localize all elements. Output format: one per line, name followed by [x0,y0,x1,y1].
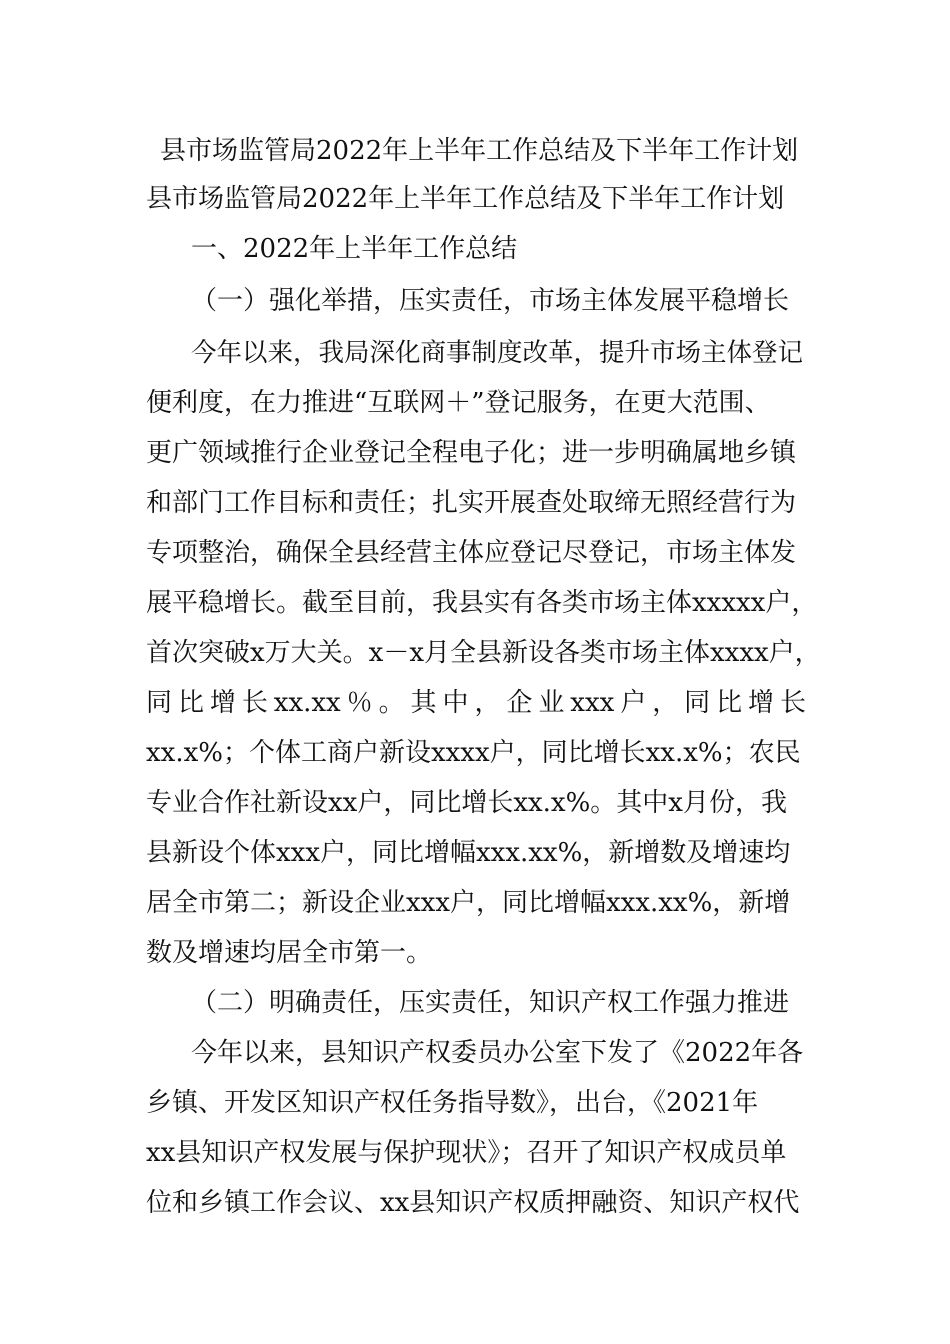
paragraph-line: 专业合作社新设xx户，同比增长xx.x%。其中x月份，我 [146,788,787,818]
section-heading: 一、2022年上半年工作总结 [191,234,518,264]
paragraph-line: 专项整治，确保全县经营主体应登记尽登记，市场主体发 [146,538,797,568]
paragraph-line: 县新设个体xxx户，同比增幅xxx.xx%，新增数及增速均 [146,838,791,868]
paragraph-line: xx.x%；个体工商户新设xxxx户，同比增长xx.x%；农民 [146,738,801,768]
paragraph-line: 位和乡镇工作会议、xx县知识产权质押融资、知识产权代 [146,1188,800,1218]
paragraph-line: 更广领域推行企业登记全程电子化；进一步明确属地乡镇 [146,438,797,468]
paragraph-line: 和部门工作目标和责任；扎实开展查处取缔无照经营行为 [146,488,797,518]
paragraph-line: 今年以来，我局深化商事制度改革，提升市场主体登记 [191,338,804,368]
document-title: 县市场监管局2022年上半年工作总结及下半年工作计划 [160,136,799,166]
paragraph-line: 居全市第二；新设企业xxx户，同比增幅xxx.xx%，新增 [146,888,791,918]
paragraph-line: 展平稳增长。截至目前，我县实有各类市场主体xxxxx户， [146,588,818,618]
paragraph-line: 首次突破x万大关。x－x月全县新设各类市场主体xxxx户， [146,638,821,668]
subsection-heading: （二）明确责任，压实责任，知识产权工作强力推进 [191,988,790,1018]
subsection-heading: （一）强化举措，压实责任，市场主体发展平稳增长 [191,286,790,316]
paragraph-line: xx县知识产权发展与保护现状》；召开了知识产权成员单 [146,1138,787,1168]
paragraph-line: 同比增长xx.xx％。其中，企业xxx户，同比增长 [146,688,806,718]
paragraph-line: 便利度，在力推进“互联网＋”登记服务，在更大范围、 [146,388,771,418]
paragraph-line: 乡镇、开发区知识产权任务指导数》，出台，《2021年 [146,1088,759,1118]
paragraph-line: 今年以来，县知识产权委员办公室下发了《2022年各 [191,1038,804,1068]
paragraph-line: 数及增速均居全市第一。 [146,938,433,968]
document-title-repeat: 县市场监管局2022年上半年工作总结及下半年工作计划 [146,184,785,214]
